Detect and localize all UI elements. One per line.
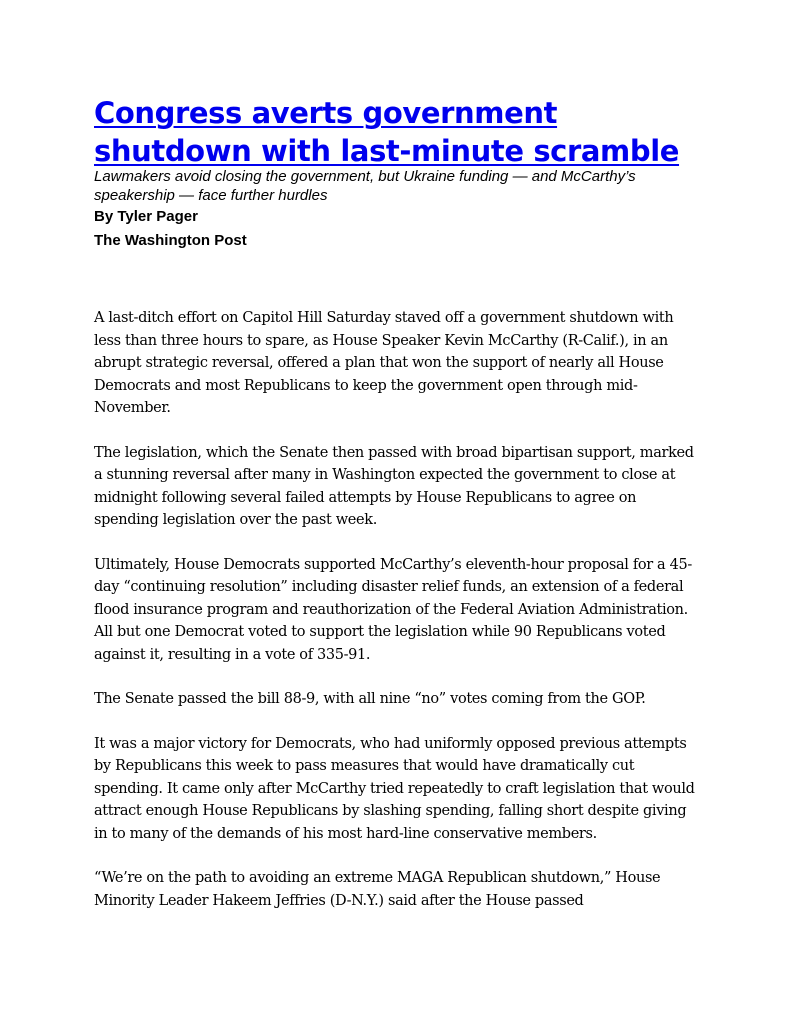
article-byline: By Tyler Pager: [94, 208, 198, 225]
publication-name: The Washington Post: [94, 232, 247, 249]
article-body: [94, 307, 702, 934]
body-paragraph: A last-ditch effort on Capitol Hill Saturday staved off a government shutdown with less than three hours to spare, as House Speaker Kevin McCarthy (R-Calif.), in an abrupt strategic reversal, offered a plan that won the support of nearly all House Democrats and most Republicans to keep the government open through mid-November.: [94, 310, 674, 416]
body-paragraph: The legislation, which the Senate then passed with broad bipartisan support, marked a stunning reversal after many in Washington expected the government to close at midnight following several failed attempts by House Republicans to agree on spending legislation over the past week.: [94, 444, 694, 528]
body-paragraph: It was a major victory for Democrats, who had uniformly opposed previous attempts by Republicans this week to pass measures that would have dramatically cut spending. It came only after McCarthy tried repeatedly to craft legislation that would attract enough House Republicans by slashing spending, falling short despite giving in to many of the demands of his most hard-line conservative members.: [94, 735, 695, 842]
article-headline: [94, 94, 714, 170]
body-paragraph: Ultimately, House Democrats supported McCarthy’s eleventh-hour proposal for a 45-day “continuing resolution” including disaster relief funds, an extension of a federal flood insurance program and reauthorization of the Federal Aviation Administration. All but one Democrat voted to support the legislation while 90 Republicans voted against it, resulting in a vote of 335-91.: [94, 556, 692, 663]
body-paragraph: The Senate passed the bill 88-9, with all nine “no” votes coming from the GOP.: [94, 691, 646, 707]
headline-link[interactable]: Congress averts government shutdown with last-minute scramble: [94, 96, 680, 168]
body-paragraph: “We’re on the path to avoiding an extreme MAGA Republican shutdown,” House Minority Leader Hakeem Jeffries (D-N.Y.) said after the House passed: [94, 870, 661, 909]
article-subhead: Lawmakers avoid closing the government, but Ukraine funding — and McCarthy’s speakership — face further hurdles: [94, 168, 636, 204]
